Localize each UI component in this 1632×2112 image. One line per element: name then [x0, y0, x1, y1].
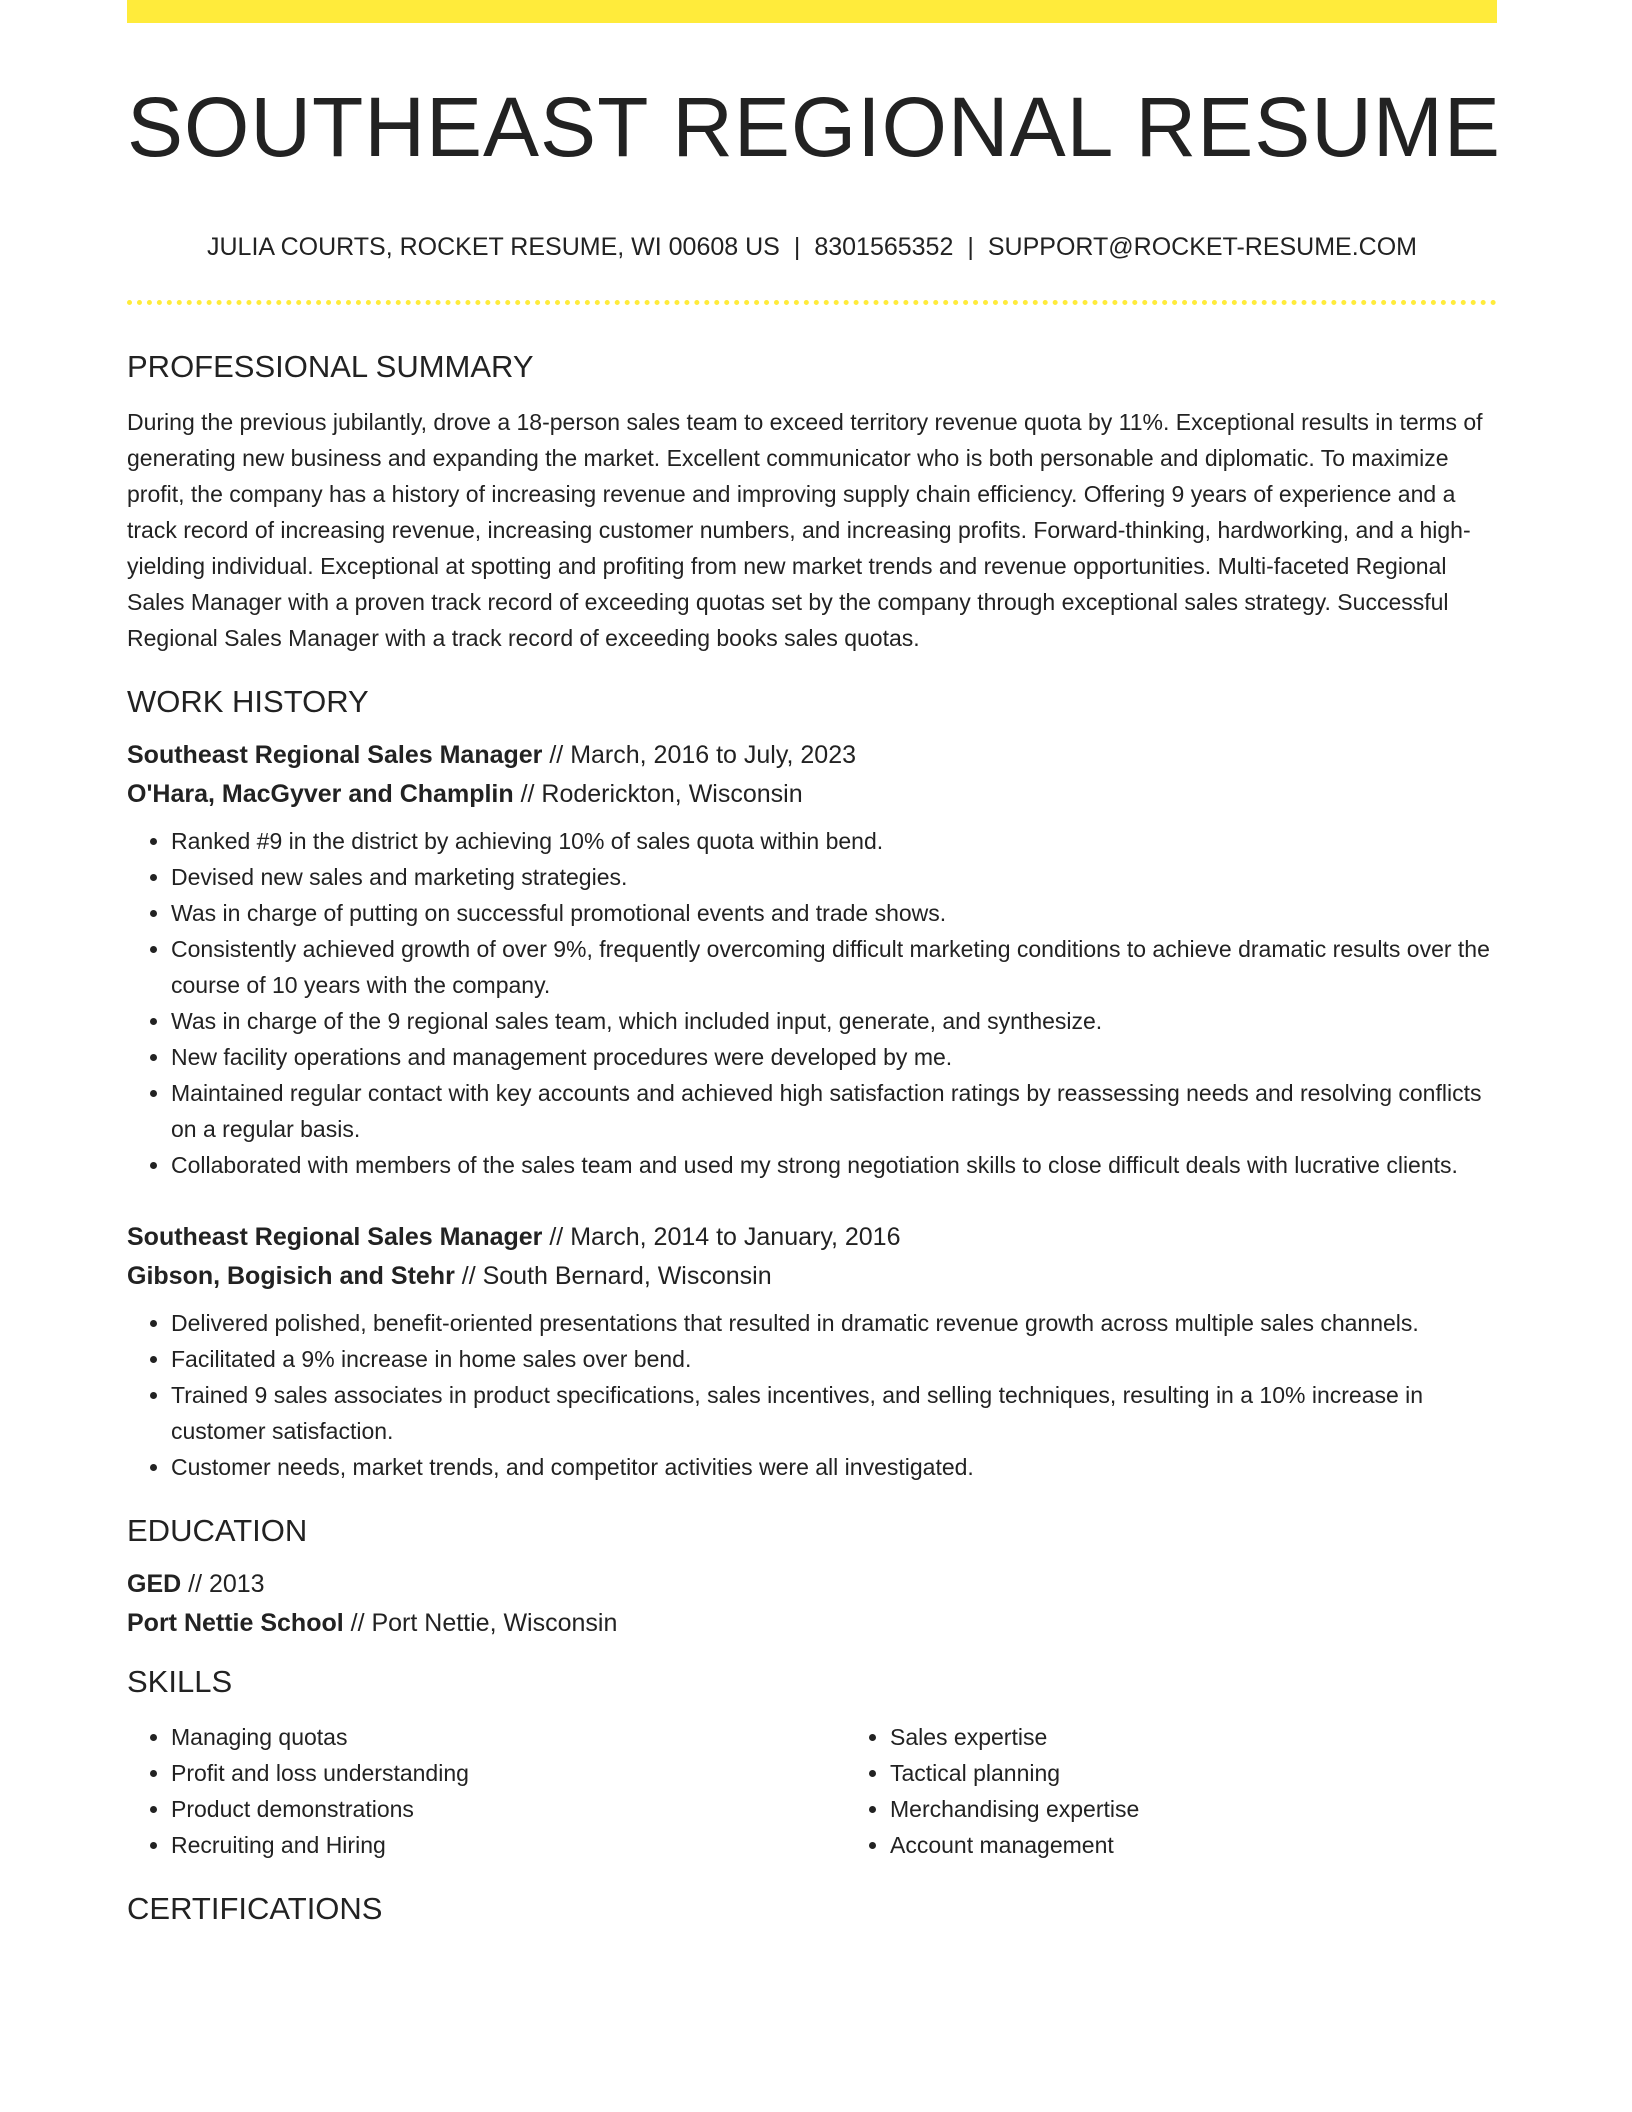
job-entry: [127, 743, 1497, 1183]
contact-address: JULIA COURTS, ROCKET RESUME, WI 00608 US: [206, 233, 780, 261]
skills-heading: SKILLS: [127, 1664, 233, 1699]
work-history-heading: WORK HISTORY: [127, 684, 369, 719]
job-bullet: • Consistently achieved growth of over 9%, frequently overcoming difficult marketing conditions to achieve dramatic results over the course of 10 years with the company.: [171, 931, 1497, 1003]
education-degree-line: [127, 1572, 1497, 1597]
summary-heading: PROFESSIONAL SUMMARY: [127, 349, 534, 384]
education-degree: GED: [127, 1570, 182, 1598]
job-bullets: [127, 823, 1497, 1183]
skill-item: • Account management: [890, 1827, 1565, 1863]
education-entry: [127, 1572, 1497, 1636]
job-bullet: • New facility operations and management procedures were developed by me.: [171, 1039, 1497, 1075]
job-bullets: [127, 1305, 1497, 1485]
skill-item: • Profit and loss understanding: [171, 1755, 846, 1791]
skill-item: • Product demonstrations: [171, 1791, 846, 1827]
job-bullet: • Maintained regular contact with key accounts and achieved high satisfaction ratings by reassessing needs and resolving conflicts on a regular basis.: [171, 1075, 1497, 1147]
contact-separator: |: [793, 233, 801, 261]
job-bullet: • Trained 9 sales associates in product specifications, sales incentives, and selling techniques, resulting in a 10% increase in customer satisfaction.: [171, 1377, 1497, 1449]
dotted-divider: [127, 300, 1497, 305]
job-bullet: • Customer needs, market trends, and competitor activities were all investigated.: [171, 1449, 1497, 1485]
skill-item: • Merchandising expertise: [890, 1791, 1565, 1827]
skill-item: • Managing quotas: [171, 1719, 846, 1755]
job-company: Gibson, Bogisich and Stehr: [127, 1262, 455, 1290]
job-entry: [127, 1225, 1497, 1485]
job-company-line: [127, 1264, 1497, 1289]
certifications-heading: CERTIFICATIONS: [127, 1891, 383, 1926]
education-school: Port Nettie School: [127, 1609, 344, 1637]
job-company-line: [127, 782, 1497, 807]
resume-page: [127, 0, 1501, 1926]
contact-email: SUPPORT@ROCKET-RESUME.COM: [987, 233, 1418, 261]
skill-item: • Sales expertise: [890, 1719, 1565, 1755]
job-dates: // March, 2014 to January, 2016: [542, 1223, 901, 1251]
skill-item: • Recruiting and Hiring: [171, 1827, 846, 1863]
skills-list-left: [127, 1719, 846, 1863]
job-bullet: • Facilitated a 9% increase in home sales over bend.: [171, 1341, 1497, 1377]
job-location: // South Bernard, Wisconsin: [454, 1262, 772, 1290]
skill-item: • Tactical planning: [890, 1755, 1565, 1791]
job-location: // Roderickton, Wisconsin: [513, 780, 803, 808]
contact-phone: 8301565352: [814, 233, 954, 261]
education-heading: EDUCATION: [127, 1513, 308, 1548]
job-bullet: • Ranked #9 in the district by achieving 10% of sales quota within bend.: [171, 823, 1497, 859]
job-title: Southeast Regional Sales Manager: [127, 741, 543, 769]
job-bullet: • Was in charge of putting on successful promotional events and trade shows.: [171, 895, 1497, 931]
education-school-line: [127, 1611, 1497, 1636]
job-title-line: [127, 743, 1497, 768]
contact-line: [127, 235, 1497, 260]
job-title-line: [127, 1225, 1497, 1250]
job-dates: // March, 2016 to July, 2023: [542, 741, 857, 769]
education-location: // Port Nettie, Wisconsin: [343, 1609, 618, 1637]
education-year: // 2013: [181, 1570, 265, 1598]
job-company: O'Hara, MacGyver and Champlin: [127, 780, 514, 808]
job-bullet: • Devised new sales and marketing strategies.: [171, 859, 1497, 895]
resume-title: SOUTHEAST REGIONAL RESUME: [127, 80, 1501, 174]
accent-top-bar: [127, 0, 1497, 23]
job-title: Southeast Regional Sales Manager: [127, 1223, 543, 1251]
job-bullet: • Delivered polished, benefit-oriented presentations that resulted in dramatic revenue growth across multiple sales channels.: [171, 1305, 1497, 1341]
skills-columns: [127, 1719, 1497, 1863]
job-bullet: • Collaborated with members of the sales team and used my strong negotiation skills to close difficult deals with lucrative clients.: [171, 1147, 1497, 1183]
contact-separator: |: [967, 233, 974, 261]
skills-list-right: [846, 1719, 1565, 1863]
job-bullet: • Was in charge of the 9 regional sales team, which included input, generate, and synthesize.: [171, 1003, 1497, 1039]
summary-text: During the previous jubilantly, drove a 18-person sales team to exceed territory revenue quota by 11%. Exceptional results in terms of generating new business and expanding the market. Excellent communicator who is both personable and diplomatic. To maximize profit, the company has a history of increasing revenue and improving supply chain efficiency. Offering 9 years of experience and a track record of increasing revenue, increasing customer numbers, and increasing profits. Forward-thinking, hardworking, and a high-yielding individual. Exceptional at spotting and profiting from new market trends and revenue opportunities. Multi-faceted Regional Sales Manager with a proven track record of exceeding quotas set by the company through exceptional sales strategy. Successful Regional Sales Manager with a track record of exceeding books sales quotas.: [127, 409, 1483, 651]
